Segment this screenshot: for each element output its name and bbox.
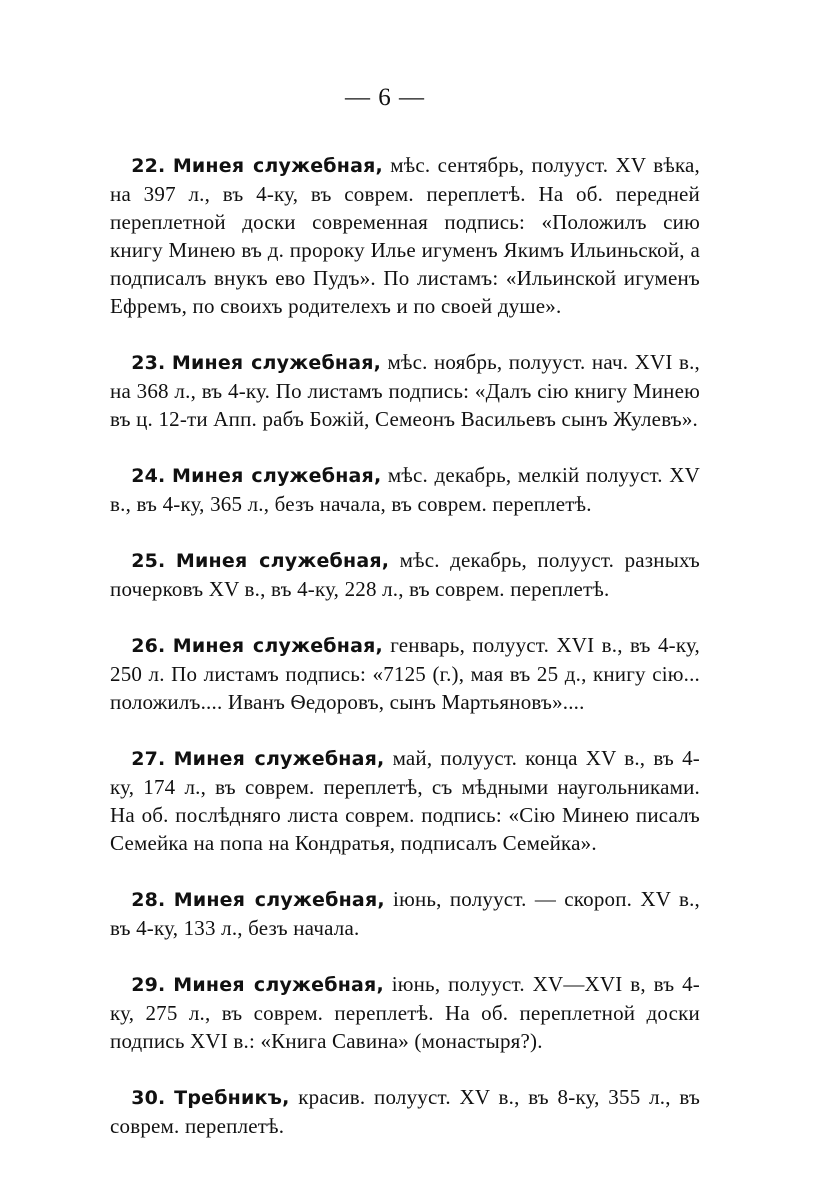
entry-title: Минея служебная, bbox=[173, 748, 385, 770]
entry-number: 27. bbox=[131, 748, 166, 770]
entry-title: Минея служебная, bbox=[173, 974, 384, 996]
catalog-entry-30 bbox=[110, 1083, 700, 1140]
entry-title: Минея служебная, bbox=[171, 352, 382, 374]
entry-number: 29. bbox=[131, 974, 166, 996]
catalog-entry-22 bbox=[110, 151, 700, 320]
catalog-entry-29 bbox=[110, 970, 700, 1055]
entry-description: іюнь, полууст. XV—XVI в, въ 4-ку, 275 л., въ соврем. переплетѣ. На об. переплетной доски подпись XVI в.: «Книга Савина» (монастыря?). bbox=[110, 972, 700, 1053]
catalog-entries bbox=[110, 130, 700, 1168]
entry-description: мѣс. сентябрь, полууст. XV вѣка, на 397 л., въ 4-ку, въ соврем. переплетѣ. На об. передней переплетной доски современная подпись: «Положилъ сию книгу Минею въ д. пророку Илье игуменъ Якимъ Ильиньской, а подписалъ внукъ ево Пудъ». По листамъ: «Ильинской игуменъ Ефремъ, по своихъ родителехъ и по своей душе». bbox=[110, 153, 701, 318]
entry-description: іюнь, полууст. — скороп. XV в., въ 4-ку, 133 л., безъ начала. bbox=[110, 887, 700, 940]
entry-title: Требникъ, bbox=[174, 1087, 290, 1109]
entry-number: 30. bbox=[131, 1087, 166, 1109]
entry-title: Минея служебная, bbox=[172, 635, 383, 657]
catalog-entry-26 bbox=[110, 631, 700, 716]
entry-description: мѣс. ноябрь, полууст. нач. XVI в., на 368 л., въ 4-ку. По листамъ подпись: «Далъ сію книгу Минею въ ц. 12-ти Апп. рабъ Божій, Семеонъ Васильевъ сынъ Жулевъ». bbox=[110, 350, 700, 431]
entry-description: мѣс. декабрь, мелкій полууст. XV в., въ 4-ку, 365 л., безъ начала, въ соврем. переплетѣ. bbox=[110, 463, 701, 516]
catalog-entry-28 bbox=[110, 885, 700, 942]
entry-description: красив. полууст. XV в., въ 8-ку, 355 л., въ соврем. переплетѣ. bbox=[110, 1085, 701, 1138]
entry-description: мѣс. декабрь, полууст. разныхъ почерковъ XV в., въ 4-ку, 228 л., въ соврем. переплетѣ. bbox=[110, 548, 700, 601]
entry-title: Минея служебная, bbox=[173, 889, 385, 911]
entry-title: Минея служебная, bbox=[175, 550, 390, 572]
catalog-entry-25 bbox=[110, 546, 700, 603]
entry-number: 22. bbox=[131, 155, 166, 177]
entry-description: генварь, полууст. XVI в., въ 4-ку, 250 л. По листамъ подпись: «7125 (г.), мая въ 25 д., книгу сію... положилъ.... Иванъ Ѳедоровъ, сынъ Мартьяновъ».... bbox=[110, 633, 700, 714]
catalog-entry-23 bbox=[110, 348, 700, 433]
entry-title: Минея служебная, bbox=[172, 465, 382, 487]
page-number: — 6 — bbox=[345, 84, 425, 111]
entry-number: 25. bbox=[131, 550, 166, 572]
entry-title: Минея служебная, bbox=[172, 155, 383, 177]
entry-number: 23. bbox=[131, 352, 166, 374]
catalog-entry-24 bbox=[110, 461, 700, 518]
catalog-entry-27 bbox=[110, 744, 700, 857]
entry-description: май, полууст. конца XV в., въ 4-ку, 174 л., въ соврем. переплетѣ, съ мѣдными наугольниками. На об. послѣдняго листа соврем. подпись: «Сію Минею писалъ Семейка на попа на Кондратья, подписалъ Семейка». bbox=[110, 746, 700, 855]
entry-number: 26. bbox=[131, 635, 166, 657]
entry-number: 28. bbox=[131, 889, 166, 911]
entry-number: 24. bbox=[131, 465, 166, 487]
